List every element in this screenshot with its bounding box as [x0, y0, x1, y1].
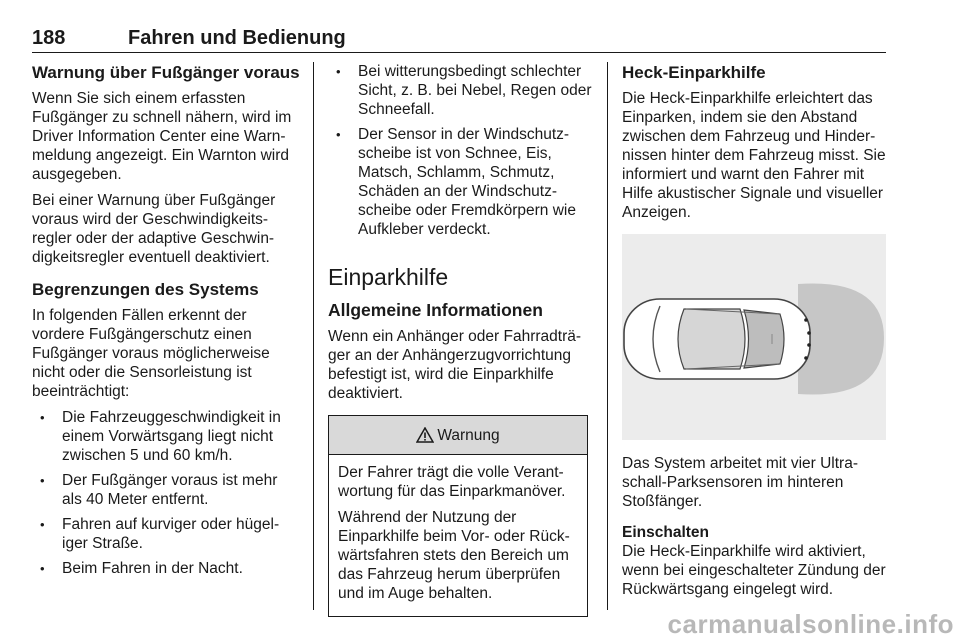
bullet-icon: • [40, 410, 45, 425]
bullet-icon: • [40, 561, 45, 576]
column-divider-1 [313, 62, 314, 610]
section-title-parking-aid: Einparkhilfe [328, 264, 449, 290]
paragraph: Die Heck-Einparkhilfe wird aktiviert, wenn bei eingeschalteter Zündung der Rückwärtsgang eingelegt wird. [622, 543, 886, 598]
section-heading-activation: Einschalten [622, 524, 709, 541]
bullet-icon: • [336, 64, 341, 79]
sensor-detection-zone [798, 283, 884, 394]
list-item: • Bei witterungsbedingt schlechter Sicht, z. B. bei Nebel, Regen oder Schneefall. [336, 63, 592, 118]
list-item: • Fahren auf kurviger oder hügel-iger Straße. [40, 516, 280, 552]
paragraph: Wenn Sie sich einem erfassten Fußgänger zu schnell nähern, wird im Driver Information Center eine Warn-meldung angezeigt. Ein Warnton wird ausgegeben. [32, 90, 292, 183]
sensor-dot [804, 318, 808, 322]
page-header [32, 26, 886, 53]
watermark: carmanualsonline.info [667, 609, 954, 639]
paragraph: Wenn ein Anhänger oder Fahrradträ-ger an der Anhängerzugvorrichtung befestigt ist, wird die Einparkhilfe deaktiviert. [328, 328, 582, 402]
section-heading-rear-parking-aid: Heck-Einparkhilfe [622, 63, 766, 82]
paragraph: Während der Nutzung der Einparkhilfe beim Vor- oder Rück-wärtsfahren stets den Bereich um das Fahrzeug herum überprüfen und im Auge behalten. [338, 509, 570, 602]
rear-parking-illustration [622, 234, 886, 440]
section-heading-system-limits: Begrenzungen des Systems [32, 280, 259, 299]
warning-body [329, 455, 587, 616]
list-item: • Der Sensor in der Windschutz-scheibe ist von Schnee, Eis, Matsch, Schlamm, Schmutz, Schäden an der Windschutz-scheibe oder Fremdkörpern wie Aufkleber verdeckt. [336, 126, 576, 238]
bullet-list [328, 62, 592, 239]
warning-triangle-icon [416, 427, 434, 443]
paragraph: In folgenden Fällen erkennt der vordere Fußgängerschutz einen Fußgänger voraus möglicherweise nicht oder die Sensorleistung ist beeinträchtigt: [32, 307, 270, 400]
column-3 [622, 62, 886, 606]
sensor-dot [807, 331, 811, 335]
rear-window [744, 310, 784, 368]
paragraph: Bei einer Warnung über Fußgänger voraus wird der Geschwindigkeits-regler oder der adaptive Geschwin-digkeitsregler eventuell deaktiviert. [32, 192, 276, 266]
warning-header [329, 416, 587, 455]
paragraph: Das System arbeitet mit vier Ultra-schall-Parksensoren im hinteren Stoßfänger. [622, 455, 858, 510]
column-divider-2 [607, 62, 608, 610]
bullet-list [32, 408, 300, 578]
paragraph: Der Fahrer trägt die volle Verant-wortung für das Einparkmanöver. [338, 464, 566, 500]
warning-title: Warnung [437, 426, 500, 444]
list-item: • Der Fußgänger voraus ist mehr als 40 Meter entfernt. [40, 472, 278, 508]
section-heading-pedestrian-warning: Warnung über Fußgänger voraus [32, 63, 300, 82]
page-number: 188 [32, 27, 66, 49]
warning-box [328, 415, 588, 617]
car-sensor-diagram [622, 234, 886, 440]
list-item: • Die Fahrzeuggeschwindigkeit in einem Vorwärtsgang liegt nicht zwischen 5 und 60 km/h. [40, 409, 281, 464]
column-2 [328, 62, 592, 617]
paragraph: Die Heck-Einparkhilfe erleichtert das Einparken, indem sie den Abstand zwischen dem Fahrzeug und Hinder-nissen hinter dem Fahrzeug misst. Sie informiert und warnt den Fahrer mit Hilfe akustischer Signale und visueller Anzeigen. [622, 90, 886, 221]
sensor-dot [807, 343, 811, 347]
list-item: • Beim Fahren in der Nacht. [40, 560, 243, 577]
sensor-dot [804, 356, 808, 360]
bullet-icon: • [40, 473, 45, 488]
bullet-icon: • [336, 127, 341, 142]
section-heading-general-info: Allgemeine Informationen [328, 300, 543, 320]
bullet-icon: • [40, 517, 45, 532]
chapter-title: Fahren und Bedienung [128, 27, 346, 49]
column-1 [32, 62, 300, 584]
car-roof [678, 309, 745, 369]
